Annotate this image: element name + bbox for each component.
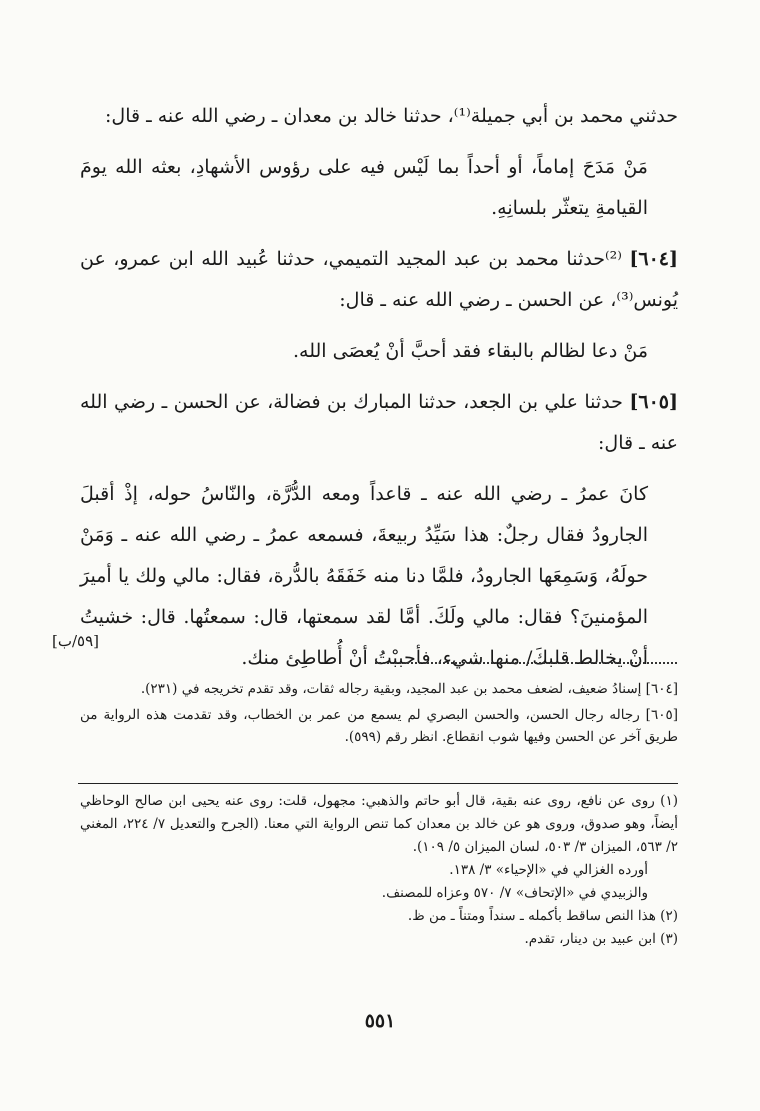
quote-2: مَنْ دعا لظالم بالبقاء فقد أحبَّ أنْ يُعصَى الله. (292, 340, 648, 362)
hadith-604-number: [٦٠٤] (629, 248, 678, 270)
hadith-604 (80, 239, 678, 321)
intro-paragraph: حدثني محمد بن أبي جميلة⁽¹⁾، حدثنا خالد بن معدان ـ رضي الله عنه ـ قال: (104, 105, 678, 127)
quote-3: كانَ عمرُ ـ رضي الله عنه ـ قاعداً ومعه الدُّرَّة، والنّاسُ حوله، إذْ أقبلَ الجارودُ فقال رجلٌ: هذا سَيِّدُ ربيعةَ، فسمعه عمرُ ـ رضي الله عنه ـ وَمَنْ حولَهُ، وَسَمِعَها الجارودُ، فلمَّا دنا منه خَفَقَهُ بالدُّرة، فقال: مالي ولك يا أميرَ المؤمنينَ؟ فقال: مالي ولَكَ. أمَّا لقد سمعتها، قال: سمعتُها. قال: خشيتُ أنْ يخالط قلبكَ/ منها شيء، فأحببْتُ أنْ أُطاطِئ منك. (80, 483, 649, 669)
footnote-rule (78, 783, 678, 784)
hadith-604-text: ⁽²⁾حدثنا محمد بن عبد المجيد التميمي، حدثنا عُبيد الله ابن عمرو، عن يُونس⁽³⁾، عن الحسن ـ رضي الله عنه ـ قال: (80, 248, 678, 311)
footnote-1-extra-a: أورده الغزالي في «الإحياء» ٣/ ١٣٨. (449, 862, 648, 878)
page-number: ٥٥١ (364, 1010, 396, 1032)
manuscript-folio-ref: [٥٩/ب] (52, 632, 100, 650)
hadith-605 (80, 382, 678, 464)
quote-1: مَنْ مَدَحَ إماماً، أو أحداً بما لَيْس فيه على رؤوس الأشهادِ، بعثه الله يومَ القيامةِ يتعثّر بلسانِهِ. (80, 156, 648, 219)
main-text (80, 96, 678, 679)
note-605: [٦٠٥] رجاله رجال الحسن، والحسن البصري لم يسمع من عمر بن الخطاب، وقد تقدمت هذه الرواية من طريق آخر عن الحسن وفيها شوب انقطاع. انظر رقم (٥٩٩). (80, 707, 678, 745)
footnote-dotted-separator (375, 662, 677, 664)
footnote-3: (٣) ابن عبيد بن دينار، تقدم. (524, 931, 678, 947)
footnote-1: (١) روى عن نافع، روى عنه بقية، قال أبو حاتم والذهبي: مجهول، قلت: روى عنه يحيى ابن صالح الوحاظي أيضاً، وهو صدوق، وروى هو عن خالد بن معدان كما تنص الرواية التي معنا. (الجرح والتعديل ٧/ ٢٢٤، المغني ٢/ ٥٦٣، الميزان ٣/ ٥٠٣، لسان الميزان ٥/ ١٠٩). (80, 793, 678, 855)
footnotes (80, 790, 678, 951)
hadith-605-text: حدثنا علي بن الجعد، حدثنا المبارك بن فضالة، عن الحسن ـ رضي الله عنه ـ قال: (80, 391, 678, 454)
footnote-1-extra-b: والزبيدي في «الإتحاف» ٧/ ٥٧٠ وعزاه للمصنف. (381, 885, 648, 901)
note-604: [٦٠٤] إسنادُ ضعيف، لضعف محمد بن عبد المجيد، وبقية رجاله ثقات، وقد تقدم تخريجه في (٢٣١). (140, 681, 678, 697)
hadith-605-number: [٦٠٥] (629, 391, 678, 413)
footnote-2: (٢) هذا النص ساقط بأكمله ـ سنداً ومتناً ـ من ظ. (407, 908, 678, 924)
commentary-notes (80, 678, 678, 752)
